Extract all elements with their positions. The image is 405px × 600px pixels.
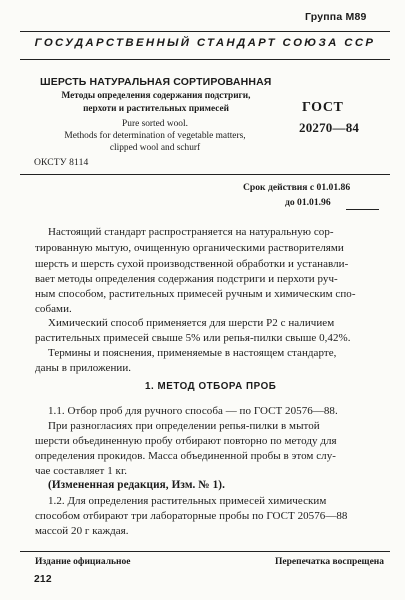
terms-line-2: даны в приложении. (35, 362, 132, 374)
official-edition: Издание официальное (35, 557, 131, 567)
section-line-3: шерсти объединенную пробу отбирают повторно по методу для (35, 435, 337, 447)
okstu-code: ОКСТУ 8114 (34, 157, 89, 168)
body-paragraph-line-6: собами. (35, 303, 72, 315)
body-paragraph-line-3: шерсть и шерсть сухой производственной обработки и устанавли- (35, 258, 349, 270)
section-line-4: определения прокидов. Масса объединенной пробы в этом слу- (35, 450, 336, 462)
section-line-2: При разногласиях при определении репья-пилки в мытой (48, 420, 320, 432)
gost-label: ГОСТ (302, 100, 344, 115)
method-title-line-1: Методы определения содержания подстриги, (61, 91, 251, 101)
main-horizontal-rule (20, 174, 390, 175)
state-standard-heading: ГОСУДАРСТВЕННЫЙ СТАНДАРТ СОЮЗА ССР (34, 37, 376, 49)
header-bottom-rule (20, 59, 390, 60)
group-code: Группа М89 (305, 11, 367, 23)
validity-end: до 01.01.96 (285, 197, 331, 208)
section-line-1: 1.1. Отбор проб для ручного способа — по ГОСТ 20576—88. (48, 405, 338, 417)
english-title-line-2: Methods for determination of vegetable matters, (64, 131, 246, 141)
section-line-5: чае составляет 1 кг. (35, 465, 128, 477)
body-paragraph-line-5: ным способом, растительных примесей ручным и химическим спо- (35, 288, 356, 300)
final-section-line-1: 1.2. Для определения растительных примесей химическим (48, 495, 327, 507)
method-title-line-2: перхоти и растительных примесей (83, 104, 229, 114)
reprint-note: Перепечатка воспрещена (275, 557, 385, 567)
final-section-line-3: массой 20 г каждая. (35, 525, 129, 537)
body-paragraph-line-2: тированную мытую, очищенную органическими растворителями (35, 242, 344, 254)
validity-start: Срок действия с 01.01.86 (243, 182, 351, 193)
body-paragraph-line-4: вает методы определения содержания подстриги и перхоти руч- (35, 273, 338, 285)
page-number: 212 (34, 574, 52, 585)
validity-end-underline (346, 209, 379, 210)
english-title-line-1: Pure sorted wool. (122, 119, 188, 129)
document-title: ШЕРСТЬ НАТУРАЛЬНАЯ СОРТИРОВАННАЯ (40, 76, 272, 88)
final-section-line-2: способом отбирают три лабораторные пробы по ГОСТ 20576—88 (35, 510, 348, 522)
body-paragraph-line-1: Настоящий стандарт распространяется на натуральную сор- (48, 226, 334, 238)
section-title: 1. МЕТОД ОТБОРА ПРОБ (145, 381, 277, 392)
chemical-method-line-1: Химический способ применяется для шерсти Р2 с наличием (48, 317, 335, 329)
revision-note: (Измененная редакция, Изм. № 1). (48, 479, 225, 491)
terms-line-1: Термины и пояснения, применяемые в настоящем стандарте, (48, 347, 337, 359)
footer-rule (20, 551, 390, 552)
chemical-method-line-2: растительных примесей свыше 5% или репья-пилки свыше 0,42%. (35, 332, 351, 344)
english-title-line-3: clipped wool and schurf (109, 143, 201, 153)
top-horizontal-rule (20, 31, 390, 32)
gost-number: 20270—84 (299, 120, 360, 135)
